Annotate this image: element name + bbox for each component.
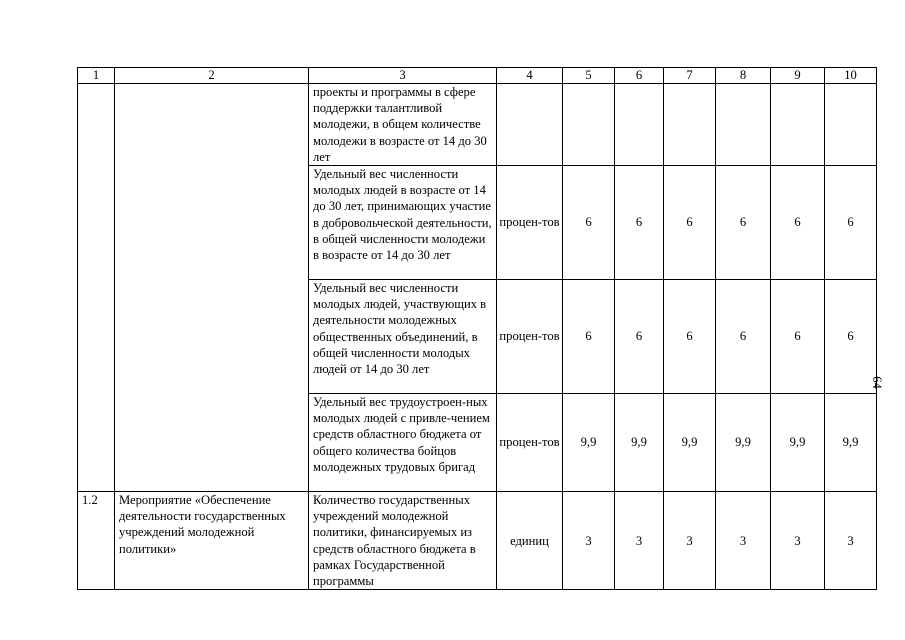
value-cell xyxy=(615,84,664,166)
value-cell: 6 xyxy=(664,280,716,394)
column-header: 2 xyxy=(115,68,309,84)
value-cell xyxy=(664,84,716,166)
value-cell: 9,9 xyxy=(716,394,771,492)
column-header: 8 xyxy=(716,68,771,84)
value-cell: 9,9 xyxy=(563,394,615,492)
value-cell: 3 xyxy=(825,492,877,590)
value-cell: 9,9 xyxy=(615,394,664,492)
value-cell: 3 xyxy=(716,492,771,590)
indicator-cell: Количество государственных учреждений молодежной политики, финансируемых из средств областного бюджета в рамках Государственной программы xyxy=(309,492,497,590)
value-cell: 9,9 xyxy=(664,394,716,492)
value-cell: 6 xyxy=(771,280,825,394)
column-header: 5 xyxy=(563,68,615,84)
value-cell: 3 xyxy=(615,492,664,590)
value-cell: 3 xyxy=(563,492,615,590)
column-header: 4 xyxy=(497,68,563,84)
column-header: 7 xyxy=(664,68,716,84)
item-number-cell: 1.2 xyxy=(78,492,115,590)
column-header: 1 xyxy=(78,68,115,84)
value-cell: 9,9 xyxy=(825,394,877,492)
event-cell: Мероприятие «Обеспечение деятельности государственных учреждений молодежной политики» xyxy=(115,492,309,590)
value-cell: 6 xyxy=(563,166,615,280)
value-cell: 9,9 xyxy=(771,394,825,492)
indicator-cell: Удельный вес численности молодых людей, участвующих в деятельности молодежных общественных объединений, в общей численности молодых людей от 14 до 30 лет xyxy=(309,280,497,394)
column-header: 3 xyxy=(309,68,497,84)
value-cell: 3 xyxy=(664,492,716,590)
item-number-cell xyxy=(78,84,115,492)
value-cell: 6 xyxy=(771,166,825,280)
program-indicators-table xyxy=(77,67,877,590)
value-cell xyxy=(716,84,771,166)
column-number-row xyxy=(78,68,877,84)
value-cell: 6 xyxy=(664,166,716,280)
value-cell: 6 xyxy=(563,280,615,394)
value-cell xyxy=(771,84,825,166)
table-row xyxy=(78,84,877,166)
indicator-cell: Удельный вес трудоустроен-ных молодых людей с привле-чением средств областного бюджета от общего количества бойцов молодежных трудовых бригад xyxy=(309,394,497,492)
indicator-cell: проекты и программы в сфере поддержки талантливой молодежи, в общем количестве молодежи в возрасте от 14 до 30 лет xyxy=(309,84,497,166)
table-row xyxy=(78,492,877,590)
value-cell: 6 xyxy=(825,280,877,394)
unit-cell xyxy=(497,84,563,166)
value-cell: 6 xyxy=(716,166,771,280)
unit-cell: процен-тов xyxy=(497,166,563,280)
unit-cell: единиц xyxy=(497,492,563,590)
value-cell: 3 xyxy=(771,492,825,590)
unit-cell: процен-тов xyxy=(497,280,563,394)
value-cell xyxy=(825,84,877,166)
unit-cell: процен-тов xyxy=(497,394,563,492)
value-cell: 6 xyxy=(615,166,664,280)
value-cell: 6 xyxy=(825,166,877,280)
value-cell: 6 xyxy=(716,280,771,394)
event-cell xyxy=(115,84,309,492)
value-cell xyxy=(563,84,615,166)
value-cell: 6 xyxy=(615,280,664,394)
indicator-cell: Удельный вес численности молодых людей в возрасте от 14 до 30 лет, принимающих участие в добровольческой деятельности, в общей численности молодежи в возрасте от 14 до 30 лет xyxy=(309,166,497,280)
column-header: 9 xyxy=(771,68,825,84)
column-header: 6 xyxy=(615,68,664,84)
column-header: 10 xyxy=(825,68,877,84)
page-number: 64 xyxy=(869,376,884,389)
